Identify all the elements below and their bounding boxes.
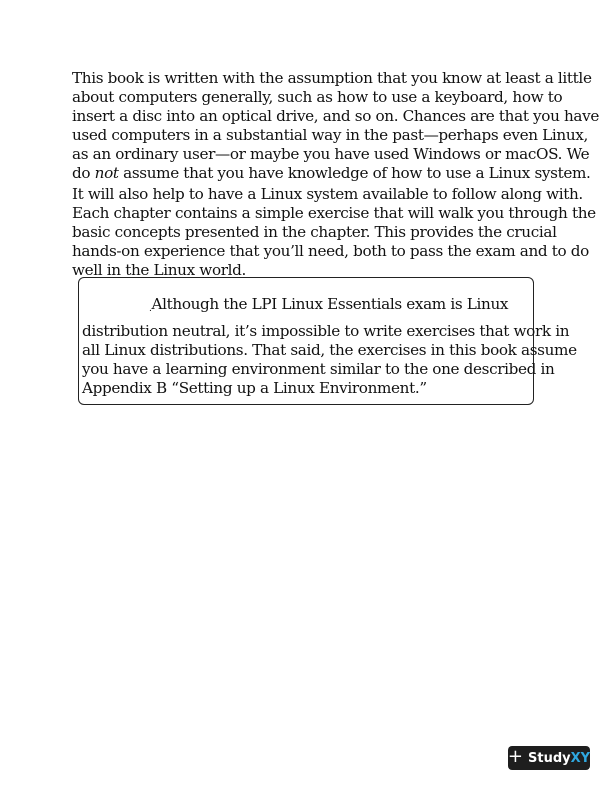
note-box xyxy=(78,277,577,405)
text-line: about computers generally, such as how to use a keyboard, how to xyxy=(72,88,563,106)
note-heading-text: Although the LPI Linux Essentials exam is Linux xyxy=(151,295,509,313)
text-line: insert a disc into an optical drive, and so on. Chances are that you have xyxy=(72,107,599,125)
text-fragment: assume that you have knowledge of how to use a Linux system. xyxy=(118,164,591,182)
text-line: This book is written with the assumption that you know at least a little xyxy=(72,69,592,87)
text-line: all Linux distributions. That said, the exercises in this book assume xyxy=(82,341,577,359)
text-line xyxy=(72,164,591,183)
brand-name xyxy=(528,751,590,766)
text-fragment: do xyxy=(72,164,95,182)
brand-accent: XY xyxy=(570,750,591,766)
text-line: distribution neutral, it’s impossible to write exercises that work in xyxy=(82,322,570,340)
text-line: basic concepts presented in the chapter. This provides the crucial xyxy=(72,223,557,241)
text-line: Appendix B “Setting up a Linux Environment.” xyxy=(82,379,427,397)
plus-icon: + xyxy=(507,746,524,767)
note-heading xyxy=(149,295,508,319)
text-line: Each chapter contains a simple exercise that will walk you through the xyxy=(72,204,596,222)
note-marker: . xyxy=(149,304,152,314)
note-body xyxy=(82,322,577,398)
text-line: well in the Linux world. xyxy=(72,261,247,279)
intro-paragraph xyxy=(72,69,599,183)
studyxy-badge[interactable] xyxy=(508,746,590,770)
emphasis-not: not xyxy=(94,164,119,182)
linux-system-paragraph xyxy=(72,185,596,280)
text-line: used computers in a substantial way in the past—perhaps even Linux, xyxy=(72,126,588,144)
text-line: you have a learning environment similar to the one described in xyxy=(82,360,555,378)
brand-main: Study xyxy=(528,750,571,766)
text-line: hands-on experience that you’ll need, both to pass the exam and to do xyxy=(72,242,589,260)
text-line: It will also help to have a Linux system available to follow along with. xyxy=(72,185,583,203)
text-line: as an ordinary user—or maybe you have used Windows or macOS. We xyxy=(72,145,590,163)
